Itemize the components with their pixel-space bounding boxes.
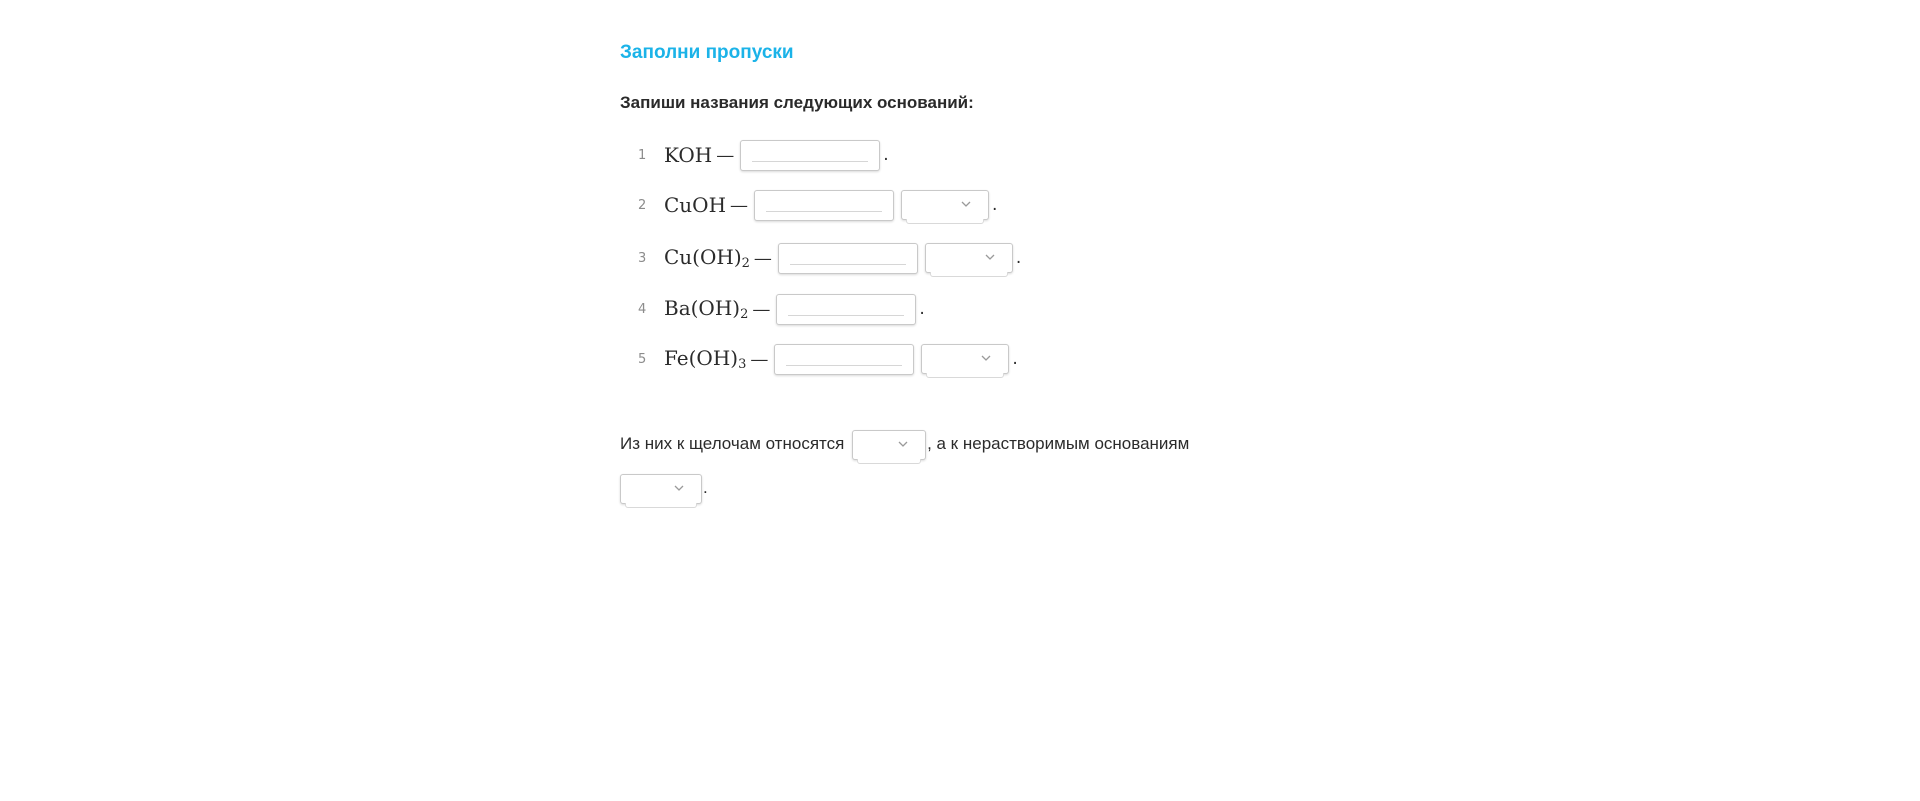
formula-list xyxy=(620,130,1320,386)
formula: $Ba(OH)_2$ xyxy=(664,296,749,322)
valence-select[interactable] xyxy=(901,190,989,220)
item-number: 4 xyxy=(638,301,647,317)
list-item xyxy=(638,230,1320,286)
name-input[interactable] xyxy=(776,294,916,325)
dash: — xyxy=(716,144,735,166)
period: . xyxy=(919,299,925,319)
list-item xyxy=(638,130,1320,180)
name-input[interactable] xyxy=(778,243,918,274)
exercise-card xyxy=(620,38,1320,510)
chevron-down-icon xyxy=(898,440,908,448)
period: . xyxy=(1015,248,1022,268)
sentence-part-1: Из них к щелочам относятся xyxy=(620,434,845,453)
period: . xyxy=(883,145,889,165)
list-item xyxy=(638,180,1320,230)
valence-select[interactable] xyxy=(921,344,1009,374)
exercise-title: Заполни пропуски xyxy=(620,42,794,63)
item-number: 5 xyxy=(638,351,647,367)
insoluble-select[interactable] xyxy=(620,474,702,504)
chevron-down-icon xyxy=(981,354,991,362)
name-input[interactable] xyxy=(774,344,914,375)
formula: KOH xyxy=(664,143,713,167)
period: . xyxy=(992,195,998,215)
dash: — xyxy=(753,247,772,269)
item-number: 1 xyxy=(638,147,647,163)
item-number: 3 xyxy=(638,250,647,266)
valence-select[interactable] xyxy=(925,243,1013,273)
sentence-end: . xyxy=(703,478,708,497)
summary-sentence xyxy=(620,422,1320,510)
instruction-text: Запиши названия следующих оснований: xyxy=(620,93,974,112)
alkali-select[interactable] xyxy=(852,430,926,460)
subscript: 2 xyxy=(740,307,749,322)
chevron-down-icon xyxy=(985,253,995,261)
dash: — xyxy=(752,298,771,320)
chevron-down-icon xyxy=(674,484,684,492)
dash: — xyxy=(750,348,769,370)
period: . xyxy=(1012,349,1018,369)
dash: — xyxy=(730,194,749,216)
formula: $Cu(OH)_2$ xyxy=(664,245,750,271)
formula: $Fe(OH)_3$ xyxy=(664,346,747,372)
subscript: 2 xyxy=(741,256,750,271)
sentence-part-2: , а к нерастворимым основаниям xyxy=(927,434,1190,453)
name-input[interactable] xyxy=(740,140,880,171)
list-item xyxy=(638,332,1320,386)
item-number: 2 xyxy=(638,197,647,213)
formula: CuOH xyxy=(664,193,727,217)
chevron-down-icon xyxy=(961,200,971,208)
name-input[interactable] xyxy=(754,190,894,221)
list-item xyxy=(638,286,1320,332)
subscript: 3 xyxy=(738,357,747,372)
